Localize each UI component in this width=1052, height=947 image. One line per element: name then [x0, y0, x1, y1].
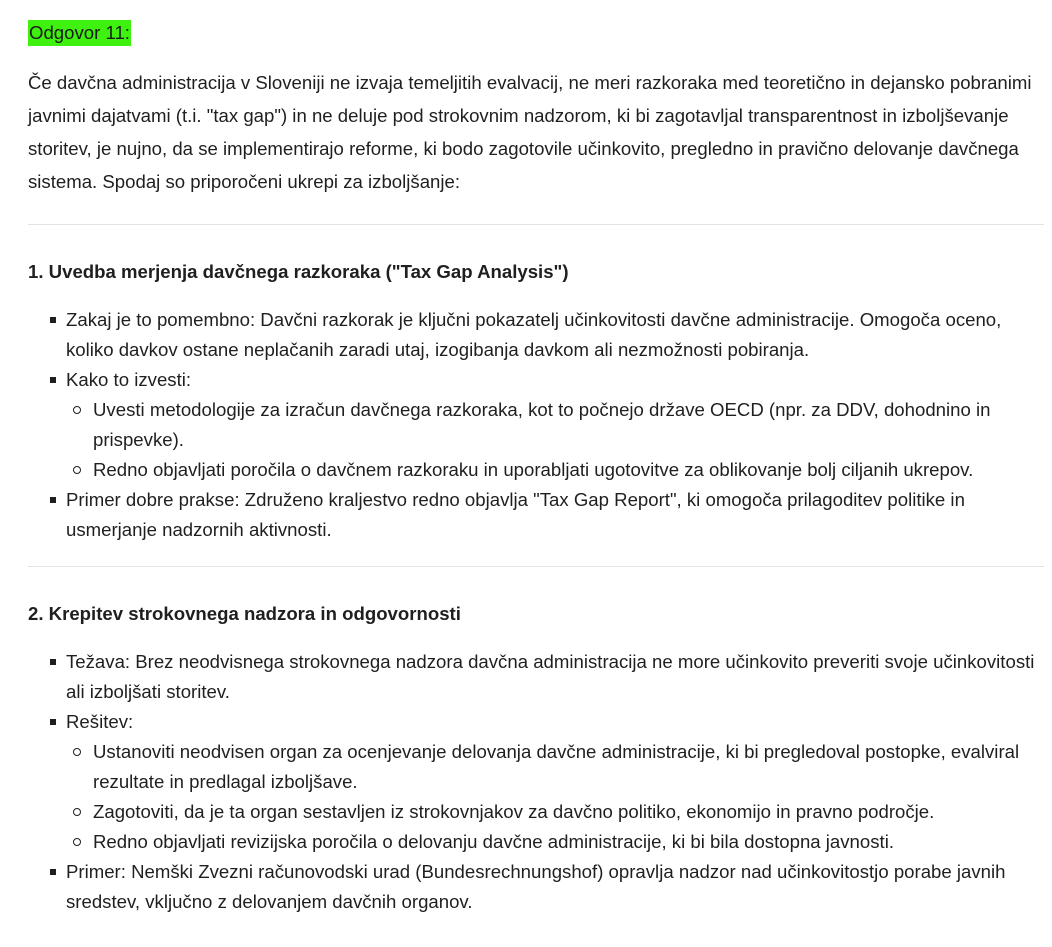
sub-list-item	[93, 455, 1044, 485]
sub-list-item-text: Redno objavljati revizijska poročila o delovanju davčne administracije, ki bi bila dostopna javnosti.	[93, 831, 895, 852]
square-bullet-icon	[50, 377, 56, 383]
list-item	[66, 365, 1044, 485]
sub-list-item	[93, 827, 1044, 857]
square-bullet-icon	[50, 659, 56, 665]
square-bullet-icon	[50, 869, 56, 875]
section-1-list	[28, 305, 1044, 545]
list-item	[66, 707, 1044, 857]
sub-list-item-text: Ustanoviti neodvisen organ za ocenjevanje delovanja davčne administracije, ki bi pregledoval postopke, evalviral rezultate in predlagal izboljšave.	[93, 741, 1020, 792]
section-heading-tax-gap: 1. Uvedba merjenja davčnega razkoraka ("Tax Gap Analysis")	[28, 261, 569, 282]
divider	[28, 566, 1044, 567]
answer-document	[28, 18, 1044, 917]
list-item-text: Zakaj je to pomembno: Davčni razkorak je ključni pokazatelj učinkovitosti davčne administracije. Omogoča oceno, koliko davkov ostane neplačanih zaradi utaj, izogibanja davkom ali nezmožnosti pobiranja.	[66, 309, 1002, 360]
section-2-list	[28, 647, 1044, 917]
list-item-text: Primer dobre prakse: Združeno kraljestvo redno objavlja "Tax Gap Report", ki omogoča prilagoditev politike in usmerjanje nadzornih aktivnosti.	[66, 489, 965, 540]
list-item-text: Primer: Nemški Zvezni računovodski urad (Bundesrechnungshof) opravlja nadzor nad učinkovitostjo porabe javnih sredstev, vključno z delovanjem davčnih organov.	[66, 861, 1006, 912]
list-item-text: Težava: Brez neodvisnega strokovnega nadzora davčna administracija ne more učinkovito preveriti svoje učinkovitosti ali izboljšati storitev.	[66, 651, 1035, 702]
circle-bullet-icon	[73, 466, 81, 474]
sub-list-item	[93, 797, 1044, 827]
sub-list-item	[93, 737, 1044, 797]
section-heading-oversight: 2. Krepitev strokovnega nadzora in odgovornosti	[28, 603, 461, 624]
circle-bullet-icon	[73, 808, 81, 816]
circle-bullet-icon	[73, 406, 81, 414]
circle-bullet-icon	[73, 838, 81, 846]
list-item-text: Kako to izvesti:	[66, 369, 192, 390]
divider	[28, 224, 1044, 225]
sub-list-item-text: Redno objavljati poročila o davčnem razkoraku in uporabljati ugotovitve za oblikovanje bolj ciljanih ukrepov.	[93, 459, 974, 480]
square-bullet-icon	[50, 317, 56, 323]
sub-list	[66, 737, 1044, 857]
sub-list-item-text: Uvesti metodologije za izračun davčnega razkoraka, kot to počnejo države OECD (npr. za DDV, dohodnino in prispevke).	[93, 399, 991, 450]
list-item	[66, 485, 1044, 545]
answer-label: Odgovor 11:	[28, 20, 131, 46]
intro-paragraph: Če davčna administracija v Sloveniji ne izvaja temeljitih evalvacij, ne meri razkoraka med teoretično in dejansko pobranimi javnimi dajatvami (t.i. "tax gap") in ne deluje pod strokovnim nadzorom, ki bi zagotavljal transparentnost in izboljševanje storitev, je nujno, da se implementirajo reforme, ki bodo zagotovile učinkovito, pregledno in pravično delovanje davčnega sistema. Spodaj so priporočeni ukrepi za izboljšanje:	[28, 72, 1032, 192]
sub-list-item	[93, 395, 1044, 455]
sub-list-item-text: Zagotoviti, da je ta organ sestavljen iz strokovnjakov za davčno politiko, ekonomijo in pravno področje.	[93, 801, 935, 822]
list-item	[66, 647, 1044, 707]
list-item	[66, 857, 1044, 917]
list-item-text: Rešitev:	[66, 711, 134, 732]
square-bullet-icon	[50, 719, 56, 725]
list-item	[66, 305, 1044, 365]
square-bullet-icon	[50, 497, 56, 503]
sub-list	[66, 395, 1044, 485]
circle-bullet-icon	[73, 748, 81, 756]
